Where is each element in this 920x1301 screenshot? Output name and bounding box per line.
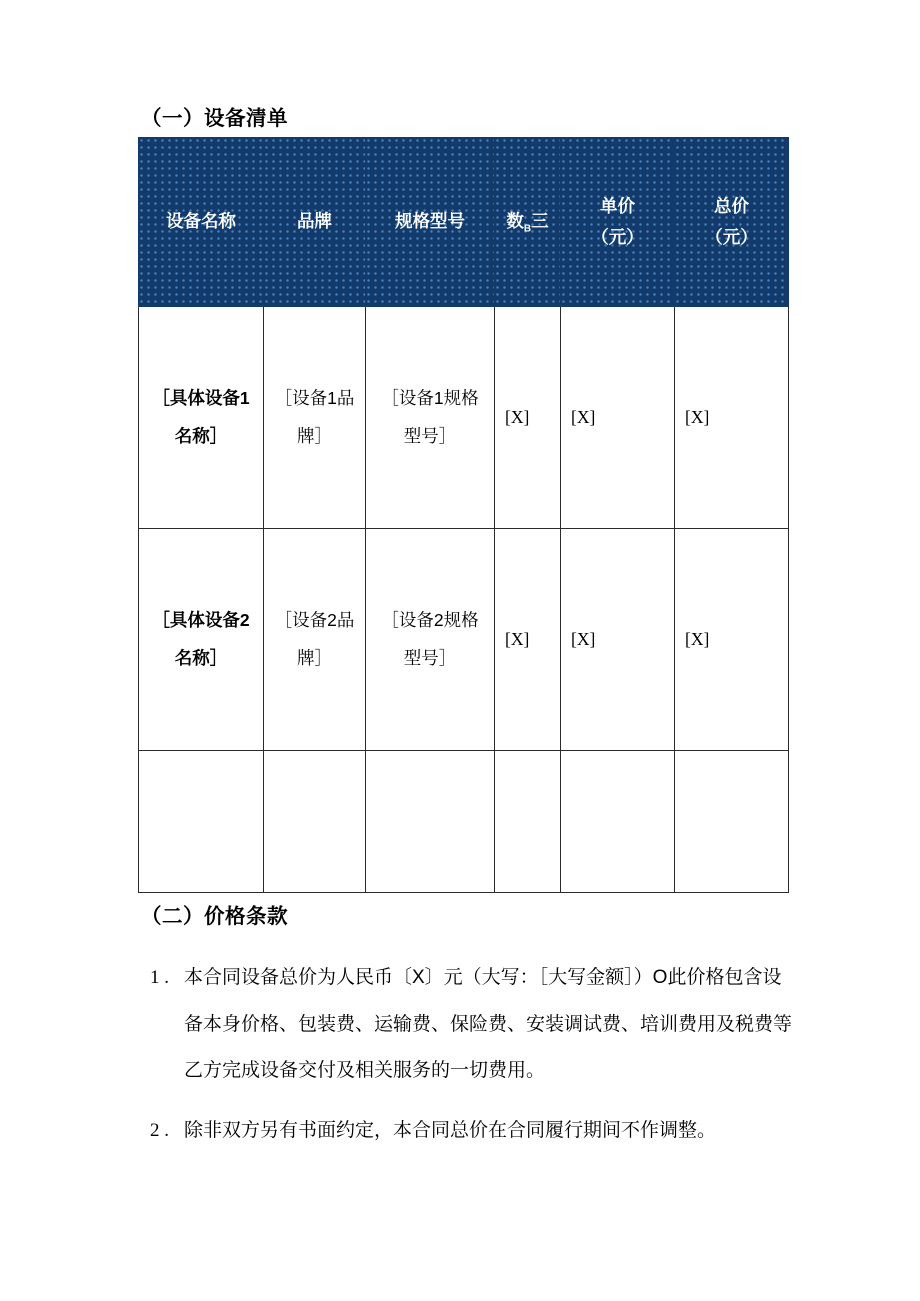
cell-equipment-spec: ［设备2规格型号］ <box>366 529 495 751</box>
clause-text: 除非双方另有书面约定，本合同总价在合同履行期间不作调整。 <box>184 1120 717 1141</box>
cell-equipment-unit-price: [X] <box>561 307 675 529</box>
clause-number <box>150 1108 169 1155</box>
column-header-quantity-subscript: B <box>523 223 532 234</box>
column-header-unit-price <box>561 138 675 307</box>
cell-equipment-quantity: [X] <box>495 307 561 529</box>
clause-text: 本合同设备总价为人民币〔X〕元（大写：［大写金额］）O此价格包含设备本身价格、包装费、运输费、保险费、安装调试费、培训费用及税费等乙方完成设备交付及相关服务的一切费用。 <box>184 967 793 1082</box>
cell-equipment-name <box>139 751 264 893</box>
clause-number-value: 1 <box>150 967 160 988</box>
clause-body <box>150 955 795 1095</box>
equipment-table-header <box>139 138 789 307</box>
column-header-name <box>139 138 264 307</box>
cell-equipment-unit-price: [X] <box>561 529 675 751</box>
column-header-brand-label: 品牌 <box>297 211 332 232</box>
equipment-table-body <box>139 307 789 893</box>
cell-equipment-brand: ［设备1品牌］ <box>264 307 366 529</box>
column-header-total-price-unit: （元） <box>705 227 758 247</box>
cell-equipment-brand <box>264 751 366 893</box>
cell-equipment-spec <box>366 751 495 893</box>
table-header-row <box>139 138 789 307</box>
column-header-quantity-label: 数 <box>506 210 524 231</box>
column-header-quantity-tail: 三 <box>531 210 549 231</box>
equipment-table <box>138 137 789 893</box>
cell-equipment-total-price <box>675 751 789 893</box>
cell-equipment-spec: ［设备1规格型号］ <box>366 307 495 529</box>
clause-number-value: 2 <box>150 1120 160 1141</box>
clause-item <box>150 955 795 1095</box>
clause-body <box>150 1108 795 1155</box>
cell-equipment-name: ［具体设备1名称］ <box>139 307 264 529</box>
cell-equipment-unit-price <box>561 751 675 893</box>
clause-number-separator: . <box>164 1120 169 1141</box>
column-header-unit-price-label: 单价 <box>600 195 635 216</box>
cell-equipment-brand: ［设备2品牌］ <box>264 529 366 751</box>
table-row <box>139 529 789 751</box>
table-row <box>139 751 789 893</box>
cell-equipment-quantity: [X] <box>495 529 561 751</box>
column-header-brand <box>264 138 366 307</box>
column-header-unit-price-unit: （元） <box>591 227 644 247</box>
column-header-name-label: 设备名称 <box>166 211 236 232</box>
column-header-spec <box>366 138 495 307</box>
section-heading-equipment-list: （一）设备清单 <box>141 107 288 130</box>
cell-equipment-total-price: [X] <box>675 529 789 751</box>
column-header-total-price-label: 总价 <box>714 195 749 216</box>
clause-number <box>150 955 169 1002</box>
clause-item <box>150 1108 795 1155</box>
cell-equipment-name: ［具体设备2名称］ <box>139 529 264 751</box>
column-header-total-price <box>675 138 789 307</box>
cell-equipment-quantity <box>495 751 561 893</box>
cell-equipment-total-price: [X] <box>675 307 789 529</box>
column-header-quantity <box>495 138 561 307</box>
clause-number-separator: . <box>164 967 169 988</box>
table-row <box>139 307 789 529</box>
section-heading-price-terms: （二）价格条款 <box>141 905 288 928</box>
column-header-spec-label: 规格型号 <box>395 211 465 232</box>
